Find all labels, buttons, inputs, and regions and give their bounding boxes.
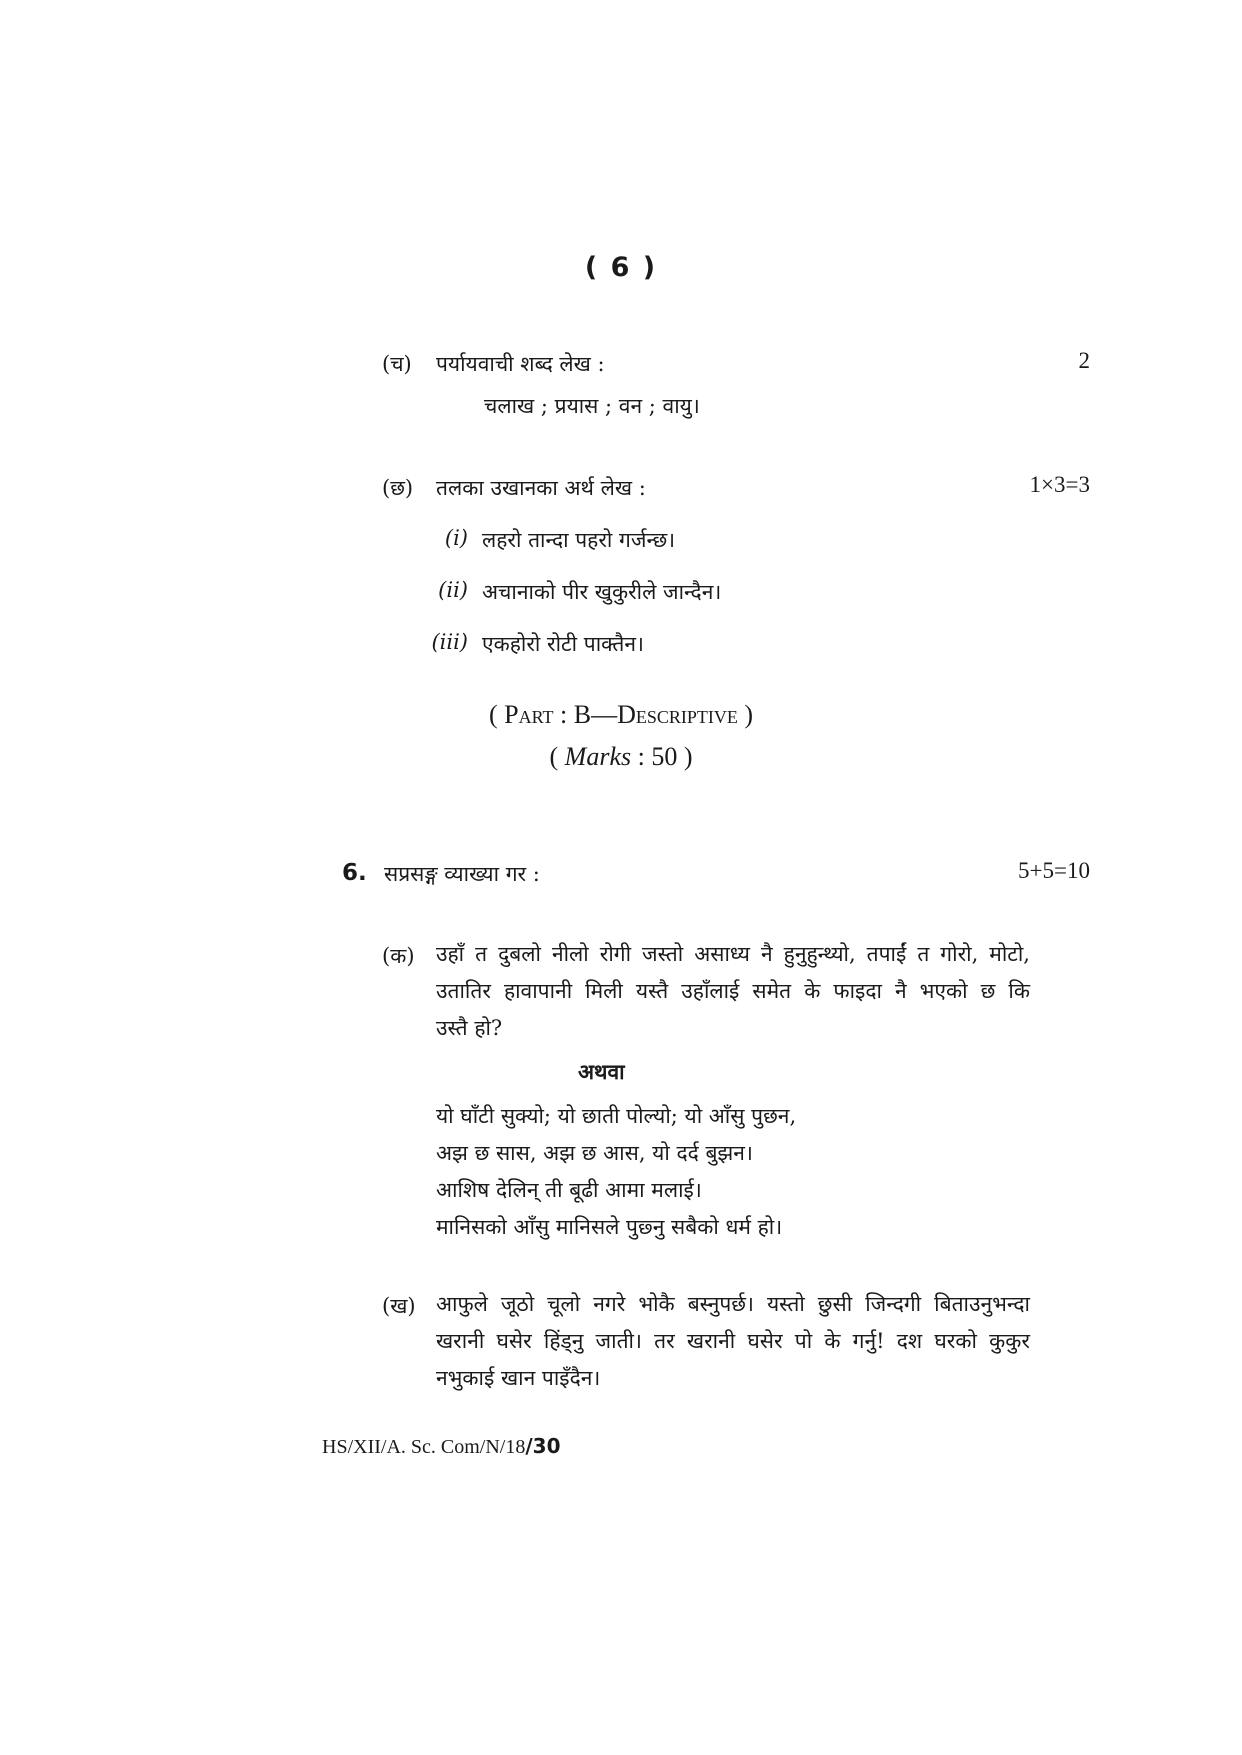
passage-ka bbox=[436, 936, 1030, 1047]
subquestion-cha-title: पर्यायवाची शब्द लेख : bbox=[436, 352, 605, 376]
poem-line: अझ छ सास, अझ छ आस, यो दर्द बुझन। bbox=[436, 1141, 753, 1165]
passage-line: उहाँ त दुबलो नीलो रोगी जस्तो असाध्य नै हुनुहुन्थ्यो, तपाईं त गोरो, मोटो, bbox=[436, 942, 1030, 966]
part-b-marks: ( Marks : 50 ) bbox=[549, 742, 693, 771]
poem-line: आशिष देलिन् ती बूढी आमा मलाई। bbox=[436, 1178, 702, 1202]
passage-line: उतातिर हावापानी मिली यस्तै उहाँलाई समेत के फाइदा नै भएको छ कि bbox=[436, 979, 1030, 1003]
passage-kha bbox=[436, 1286, 1030, 1397]
question-6-title: सप्रसङ्ग व्याख्या गर : bbox=[384, 862, 540, 886]
proverb-number: (ii) bbox=[438, 578, 468, 602]
footer-code: HS/XII/A. Sc. Com/N/18/30 bbox=[322, 1434, 561, 1458]
question-6-marks: 5+5=10 bbox=[1018, 858, 1090, 883]
part-b-heading: ( Part : B—Descriptive ) bbox=[488, 700, 754, 729]
synonym-words: चलाख ; प्रयास ; वन ; वायु। bbox=[484, 394, 700, 418]
athava-label: अथवा bbox=[578, 1059, 625, 1084]
subquestion-cha-label: (च) bbox=[382, 352, 412, 376]
passage-line: उस्तै हो? bbox=[436, 1016, 503, 1040]
poem bbox=[436, 1098, 1036, 1246]
proverb-text: एकहोरो रोटी पाक्तैन। bbox=[482, 632, 644, 656]
subquestion-chha-label: (छ) bbox=[382, 476, 414, 500]
proverb-text: अचानाको पीर खुकुरीले जान्दैन। bbox=[482, 580, 722, 604]
proverb-number: (iii) bbox=[431, 630, 468, 654]
passage-line: आफुले जूठो चूलो नगरे भोकै बस्नुपर्छ। यस्तो छुसी जिन्दगी बिताउनुभन्दा bbox=[436, 1292, 1030, 1316]
passage-line: खरानी घसेर हिंड्नु जाती। तर खरानी घसेर पो के गर्नु! दश घरको कुकुर bbox=[436, 1329, 1030, 1353]
poem-line: मानिसको आँसु मानिसले पुछ्नु सबैको धर्म हो। bbox=[436, 1215, 783, 1239]
subquestion-cha-marks: 2 bbox=[1078, 348, 1090, 373]
proverb-number: (i) bbox=[444, 526, 468, 550]
subquestion-kha-label: (ख) bbox=[382, 1294, 416, 1318]
poem-line: यो घाँटी सुक्यो; यो छाती पोल्यो; यो आँसु पुछन, bbox=[436, 1104, 797, 1128]
passage-line: नभुकाई खान पाइँदैन। bbox=[436, 1366, 601, 1390]
question-6-number: 6. bbox=[342, 860, 367, 886]
subquestion-ka-label: (क) bbox=[382, 944, 415, 968]
proverb-text: लहरो तान्दा पहरो गर्जन्छ। bbox=[482, 528, 676, 552]
subquestion-chha-marks: 1×3=3 bbox=[1029, 472, 1090, 497]
page-number: ( 6 ) bbox=[584, 252, 658, 283]
subquestion-chha-title: तलका उखानका अर्थ लेख : bbox=[436, 476, 646, 500]
